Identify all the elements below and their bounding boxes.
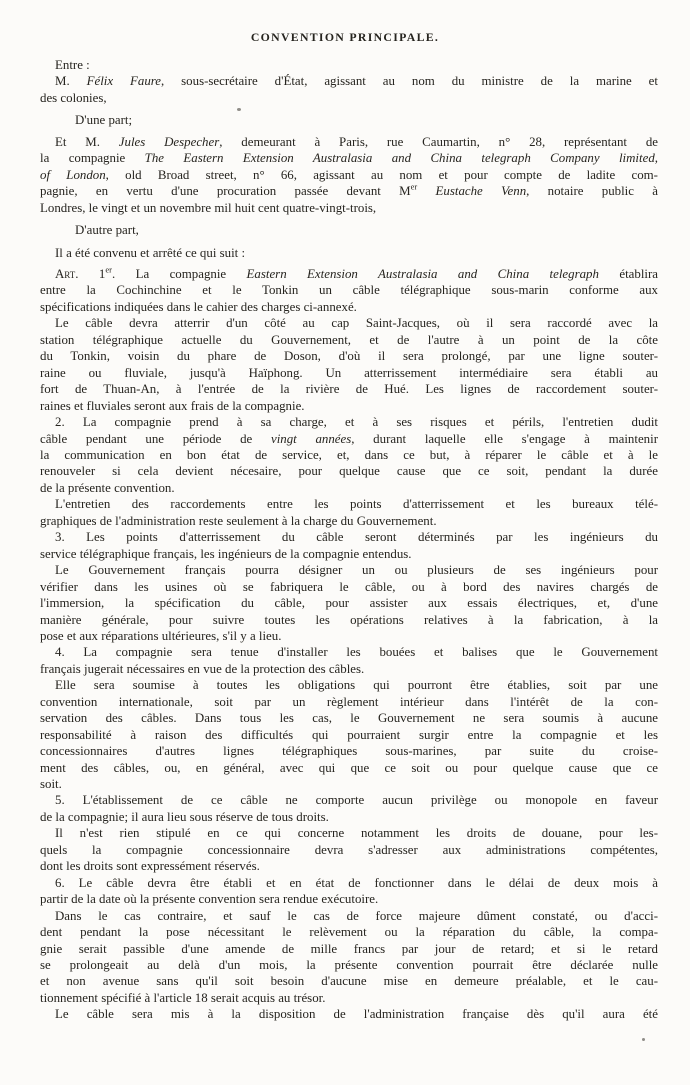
- text-line: station télégraphique actuelle du Gouvernement, et de l'autre à un point de la côte: [40, 332, 658, 347]
- document-title: CONVENTION PRINCIPALE.: [250, 30, 440, 44]
- text-line: dent pendant la pose nécessitant le relèvement ou la réparation du câble, la compa-: [40, 925, 658, 940]
- text-line: 6. Le câble devra être établi et en état de fonctionner dans le délai de deux mois à: [55, 875, 658, 890]
- text-line: soit.: [40, 777, 62, 792]
- text-line: Il n'est rien stipulé en ce qui concerne notamment les droits de douane, pour les-: [55, 826, 658, 841]
- paragraph: [40, 73, 658, 106]
- text-line: responsabilité à raison des difficultés qui pourraient surgir entre la compagnie et les: [40, 727, 658, 742]
- text-line: 5. L'établissement de ce câble ne comporte aucun privilège ou monopole en faveur: [55, 793, 658, 808]
- text-line: des colonies,: [40, 90, 107, 105]
- text-line: la communication en bon état de service, et, dans ce but, à réparer le câble et à le: [40, 447, 658, 462]
- text-line: spécifications indiquées dans le cahier des charges ci-annexé.: [40, 299, 357, 314]
- scan-speck: [642, 1038, 645, 1041]
- text-line: M. Félix Faure, sous-secrétaire d'État, agissant au nom du ministre de la marine et: [55, 74, 658, 89]
- text-line: concessionnaires d'autres lignes télégraphiques sous-marines, par suite du croise-: [40, 744, 658, 759]
- paragraph: [40, 315, 658, 414]
- paragraph: [40, 792, 658, 825]
- text-line: ment des câbles, ou, en général, avec qui que ce soit ou pour quelque cause que ce: [40, 760, 658, 775]
- text-line: pagnie, en vertu d'une procuration passée devant Mer Eustache Venn, notaire public à: [40, 181, 658, 199]
- paragraph: [40, 825, 658, 874]
- paragraph: [40, 112, 658, 128]
- text-line: entre la Cochinchine et le Tonkin un câble télégraphique sous-marin conforme aux: [40, 283, 658, 298]
- paragraph: [40, 57, 658, 73]
- text-line: 3. Les points d'atterrissement du câble seront déterminés par les ingénieurs du: [55, 530, 658, 545]
- text-line: 4. La compagnie sera tenue d'installer les bouées et balises que le Gouvernement: [55, 645, 658, 660]
- paragraph: [40, 529, 658, 562]
- text-line: Art. 1er. La compagnie Eastern Extension Australasia and China telegraph établira: [55, 264, 658, 281]
- text-line: D'une part;: [75, 113, 133, 128]
- paragraph: [40, 644, 658, 677]
- text-line: D'autre part,: [75, 223, 139, 238]
- text-line: pose et aux réparations ultérieures, s'il y a lieu.: [40, 628, 282, 643]
- text-line: français jugerait nécessaires en vue de la protection des câbles.: [40, 661, 365, 676]
- text-line: Le câble devra atterrir d'un côté au cap Saint-Jacques, où il sera raccordé avec la: [55, 316, 658, 331]
- text-line: service télégraphique français, les ingénieurs de la compagnie entendus.: [40, 546, 412, 561]
- text-line: raines et fluviales seront aux frais de la compagnie.: [40, 398, 305, 413]
- paragraph: [40, 414, 658, 496]
- text-line: vérifier dans les usines où se fabriquera le câble, ou à bord des navires chargés de: [40, 579, 658, 594]
- text-line: L'entretien des raccordements entre les points d'atterrissement et les bureaux télé-: [55, 497, 658, 512]
- text-line: Et M. Jules Despecher, demeurant à Paris, rue Caumartin, n° 28, représentant de: [55, 134, 658, 149]
- text-line: graphiques de l'administration reste seulement à la charge du Gouvernement.: [40, 513, 437, 528]
- text-line: convention internationale, soit par un règlement intérieur dans l'intérêt de la con-: [40, 694, 658, 709]
- text-line: 2. La compagnie prend à sa charge, et à ses risques et périls, l'entretien dudit: [55, 415, 658, 430]
- text-line: se prolongeait au delà d'un mois, la présente convention pourrait être déclarée nulle: [40, 958, 658, 973]
- scan-speck: [237, 108, 241, 111]
- paragraph: [40, 134, 658, 216]
- paragraph: [40, 908, 658, 1007]
- paragraph: [40, 677, 658, 792]
- text-line: Le Gouvernement français pourra désigner un ou plusieurs de ses ingénieurs pour: [55, 563, 658, 578]
- document-body: [0, 57, 690, 1023]
- paragraph: [40, 562, 658, 644]
- text-line: de la compagnie; il aura lieu sous réserve de tous droits.: [40, 809, 329, 824]
- text-line: du Tonkin, voisin du phare de Doson, d'où il sera prolongé, par une ligne souter-: [40, 349, 658, 364]
- text-line: of London, old Broad street, n° 66, agissant au nom et pour compte de ladite com-: [40, 167, 658, 182]
- paragraph: [40, 222, 658, 238]
- text-line: raine ou fluviale, jusqu'à Haïphong. Un atterrissement intermédiaire sera établi au: [40, 365, 658, 380]
- text-line: Entre :: [55, 58, 90, 72]
- paragraph: [40, 245, 658, 261]
- text-line: Le câble sera mis à la disposition de l'administration française dès qu'il aura été: [55, 1007, 658, 1022]
- text-line: de la présente convention.: [40, 480, 175, 495]
- text-line: renouveler si cela devient nécesaire, pour quelque cause que ce soit, pendant la durée: [40, 464, 658, 479]
- text-line: Elle sera soumise à toutes les obligations qui pourront être établies, soit par une: [55, 678, 658, 693]
- text-line: Dans le cas contraire, et sauf le cas de force majeure dûment constaté, ou d'acci-: [55, 908, 658, 923]
- text-line: et non avenue sans qu'il soit besoin d'aucune mise en demeure préalable, et le cau-: [40, 974, 658, 989]
- text-line: manière générale, pour suivre toutes les opérations relatives à la fabrication, à la: [40, 612, 658, 627]
- text-line: l'immersion, la spécification du câble, pour assister aux essais électriques, et, d'une: [40, 596, 658, 611]
- text-line: quels la compagnie concessionnaire devra s'adresser aux administrations compétentes,: [40, 842, 658, 857]
- text-line: dont les droits sont expressément réservés.: [40, 859, 260, 874]
- text-line: gnie serait passible d'une amende de mille francs par jour de retard; et si le retard: [40, 941, 658, 956]
- text-line: Il a été convenu et arrêté ce qui suit :: [55, 245, 246, 260]
- text-line: partir de la date où la présente convention sera rendue exécutoire.: [40, 892, 379, 907]
- text-line: Londres, le vingt et un novembre mil huit cent quatre-vingt-trois,: [40, 200, 377, 215]
- text-line: fort de Thuan-An, à l'entrée de la rivière de Hué. Les lignes de raccordement souter-: [40, 382, 658, 397]
- text-line: tionnement spécifié à l'article 18 serait acquis au trésor.: [40, 990, 326, 1005]
- paragraph: [40, 1006, 658, 1022]
- text-line: la compagnie The Eastern Extension Australasia and China telegraph Company limited,: [40, 151, 658, 166]
- text-line: câble pendant une période de vingt années, durant laquelle elle s'engage à maintenir: [40, 431, 659, 446]
- paragraph: [40, 496, 658, 529]
- text-line: servation des câbles. Dans tous les cas, le Gouvernement ne sera soumis à aucune: [40, 711, 658, 726]
- paragraph: [40, 266, 658, 315]
- paragraph: [40, 875, 658, 908]
